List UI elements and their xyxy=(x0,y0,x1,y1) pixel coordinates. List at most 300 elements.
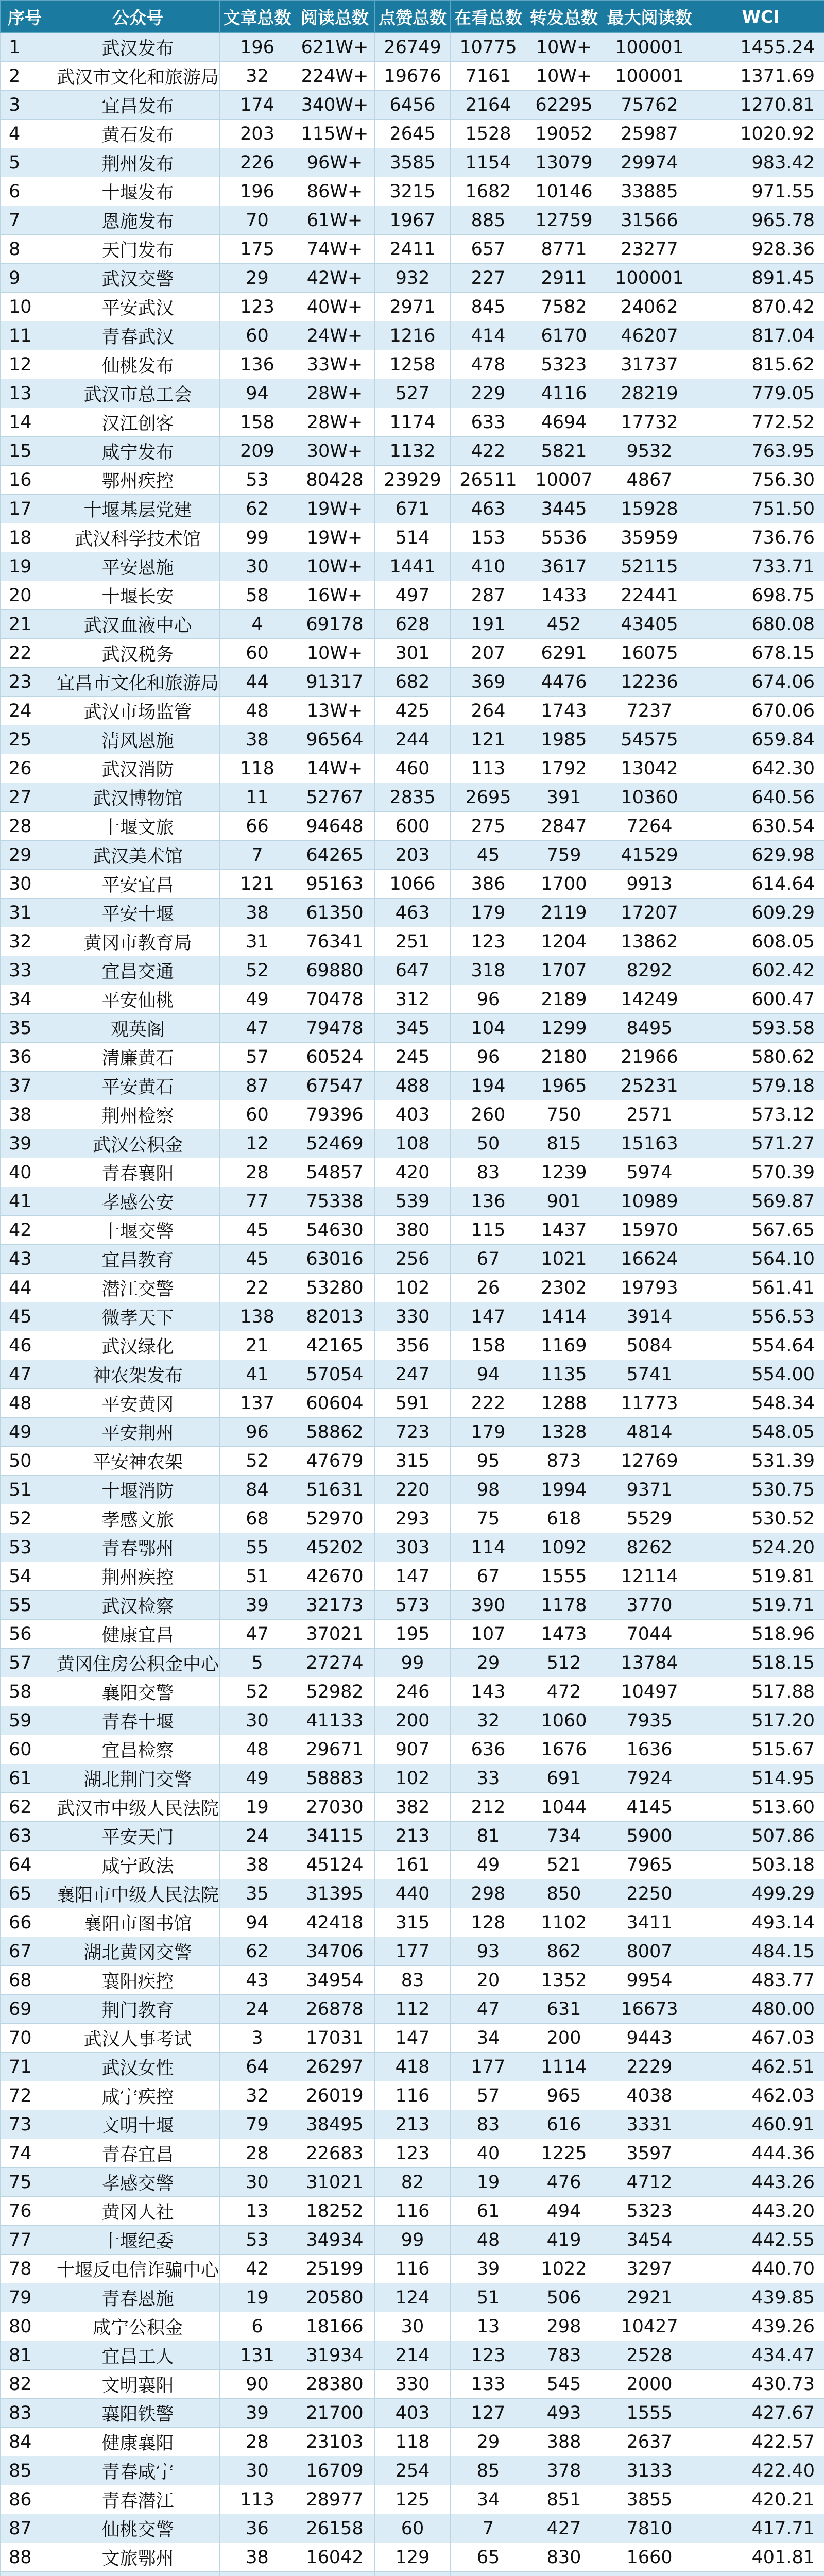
cell-account-name: 宜昌检察 xyxy=(56,1735,220,1764)
cell-wci: 564.10 xyxy=(697,1245,824,1274)
cell-total-likes: 1174 xyxy=(375,408,451,437)
cell-rank: 85 xyxy=(1,2456,56,2485)
cell-rank: 43 xyxy=(1,1245,56,1274)
cell-rank: 12 xyxy=(1,350,56,379)
cell-account-name: 襄阳市图书馆 xyxy=(56,1908,220,1937)
cell-rank: 35 xyxy=(1,1014,56,1043)
cell-rank: 54 xyxy=(1,1562,56,1591)
cell-max-reads: 11773 xyxy=(602,1389,697,1418)
cell-total-likes xyxy=(375,2572,451,2576)
cell-max-reads: 13862 xyxy=(602,927,697,956)
cell-total-likes: 116 xyxy=(375,2197,451,2226)
cell-total-reads: 29671 xyxy=(295,1735,375,1764)
cell-total-likes: 99 xyxy=(375,1649,451,1677)
cell-account-name: 宜昌市文化和旅游局 xyxy=(56,668,220,697)
cell-total-likes: 293 xyxy=(375,1504,451,1533)
cell-article-count: 30 xyxy=(220,2456,295,2485)
cell-total-reads: 19W+ xyxy=(295,495,375,523)
cell-total-shares: 4694 xyxy=(526,408,602,437)
cell-total-reads: 47679 xyxy=(295,1447,375,1476)
cell-account-name: 武汉血液中心 xyxy=(56,610,220,639)
cell-total-likes: 1066 xyxy=(375,870,451,899)
cell-total-wows: 19 xyxy=(451,2168,526,2197)
cell-account-name: 平安神农架 xyxy=(56,1447,220,1476)
cell-total-reads: 18252 xyxy=(295,2197,375,2226)
cell-wci: 593.58 xyxy=(697,1014,824,1043)
cell-total-reads: 19W+ xyxy=(295,523,375,552)
table-row xyxy=(1,2341,824,2370)
cell-total-shares: 5821 xyxy=(526,437,602,466)
table-row xyxy=(1,725,824,754)
cell-max-reads: 2000 xyxy=(602,2370,697,2399)
table-row xyxy=(1,2428,824,2456)
cell-account-name: 健康宜昌 xyxy=(56,1620,220,1649)
cell-total-reads: 224W+ xyxy=(295,62,375,91)
cell-wci: 1020.92 xyxy=(697,120,824,148)
cell-total-likes: 303 xyxy=(375,1533,451,1562)
cell-wci: 548.05 xyxy=(697,1418,824,1447)
cell-total-likes: 315 xyxy=(375,1908,451,1937)
cell-wci: 756.30 xyxy=(697,466,824,495)
cell-total-shares: 12759 xyxy=(526,206,602,235)
cell-article-count: 60 xyxy=(220,639,295,668)
cell-max-reads: 4712 xyxy=(602,2168,697,2197)
cell-article-count: 22 xyxy=(220,1274,295,1302)
cell-account-name: 武汉科学技术馆 xyxy=(56,523,220,552)
cell-wci: 602.42 xyxy=(697,956,824,985)
cell-max-reads: 22441 xyxy=(602,581,697,610)
cell-article-count: 49 xyxy=(220,985,295,1014)
cell-total-reads: 52982 xyxy=(295,1677,375,1706)
cell-article-count: 131 xyxy=(220,2341,295,2370)
cell-wci: 579.18 xyxy=(697,1072,824,1100)
table-row xyxy=(1,2110,824,2139)
cell-total-likes: 220 xyxy=(375,1476,451,1504)
cell-article-count: 51 xyxy=(220,1562,295,1591)
table-row xyxy=(1,552,824,581)
cell-total-reads: 26158 xyxy=(295,2514,375,2543)
cell-max-reads: 75762 xyxy=(602,91,697,120)
cell-total-wows: 369 xyxy=(451,668,526,697)
cell-total-shares: 512 xyxy=(526,1649,602,1677)
cell-account-name: 武汉税务 xyxy=(56,639,220,668)
cell-total-shares: 750 xyxy=(526,1100,602,1129)
cell-total-wows: 2164 xyxy=(451,91,526,120)
cell-total-wows: 133 xyxy=(451,2370,526,2399)
cell-total-wows: 179 xyxy=(451,1418,526,1447)
cell-total-likes: 30 xyxy=(375,2312,451,2341)
cell-wci: 751.50 xyxy=(697,495,824,523)
cell-wci: 573.12 xyxy=(697,1100,824,1129)
cell-article-count: 19 xyxy=(220,1793,295,1822)
cell-article-count: 5 xyxy=(220,1649,295,1677)
cell-account-name: 武汉检察 xyxy=(56,1591,220,1620)
cell-total-shares: 10007 xyxy=(526,466,602,495)
cell-rank: 72 xyxy=(1,2081,56,2110)
cell-article-count: 66 xyxy=(220,812,295,841)
cell-rank: 13 xyxy=(1,379,56,408)
cell-total-reads: 31021 xyxy=(295,2168,375,2197)
cell-account-name: 咸宁发布 xyxy=(56,437,220,466)
cell-rank: 33 xyxy=(1,956,56,985)
cell-rank: 63 xyxy=(1,1822,56,1851)
cell-total-wows: 207 xyxy=(451,639,526,668)
cell-total-shares: 2847 xyxy=(526,812,602,841)
cell-total-likes: 195 xyxy=(375,1620,451,1649)
cell-rank: 64 xyxy=(1,1851,56,1879)
cell-article-count: 96 xyxy=(220,1418,295,1447)
cell-wci: 503.18 xyxy=(697,1851,824,1879)
cell-wci: 870.42 xyxy=(697,293,824,321)
cell-article-count: 77 xyxy=(220,1187,295,1216)
cell-total-likes: 254 xyxy=(375,2456,451,2485)
cell-max-reads: 5529 xyxy=(602,1504,697,1533)
header-total-shares: 转发总数 xyxy=(526,1,602,33)
cell-max-reads: 16673 xyxy=(602,1995,697,2024)
cell-total-reads: 16709 xyxy=(295,2456,375,2485)
table-row xyxy=(1,2370,824,2399)
cell-total-wows: 81 xyxy=(451,1822,526,1851)
cell-rank: 58 xyxy=(1,1677,56,1706)
cell-account-name: 武汉市中级人民法院 xyxy=(56,1793,220,1822)
cell-total-wows: 75 xyxy=(451,1504,526,1533)
cell-max-reads: 8292 xyxy=(602,956,697,985)
table-row xyxy=(1,1129,824,1158)
cell-max-reads: 4038 xyxy=(602,2081,697,2110)
table-row xyxy=(1,1447,824,1476)
cell-total-likes: 356 xyxy=(375,1331,451,1360)
cell-account-name: 平安天门 xyxy=(56,1822,220,1851)
cell-account-name: 孝感文旅 xyxy=(56,1504,220,1533)
table-row xyxy=(1,264,824,293)
cell-article-count: 48 xyxy=(220,697,295,725)
cell-total-reads: 32173 xyxy=(295,1591,375,1620)
table-row xyxy=(1,2081,824,2110)
cell-rank: 67 xyxy=(1,1937,56,1966)
table-row xyxy=(1,235,824,264)
cell-total-wows: 287 xyxy=(451,581,526,610)
cell-total-likes: 1132 xyxy=(375,437,451,466)
cell-max-reads: 9443 xyxy=(602,2024,697,2053)
cell-wci: 779.05 xyxy=(697,379,824,408)
cell-total-shares xyxy=(526,2572,602,2576)
cell-account-name: 宜昌工人 xyxy=(56,2341,220,2370)
cell-account-name: 十堰反电信诈骗中心 xyxy=(56,2255,220,2283)
cell-total-shares: 1707 xyxy=(526,956,602,985)
cell-wci: 530.75 xyxy=(697,1476,824,1504)
cell-article-count: 6 xyxy=(220,2312,295,2341)
table-row xyxy=(1,1995,824,2024)
cell-total-shares: 3445 xyxy=(526,495,602,523)
cell-rank: 65 xyxy=(1,1879,56,1908)
cell-total-shares: 1965 xyxy=(526,1072,602,1100)
cell-total-wows: 65 xyxy=(451,2543,526,2572)
cell-total-wows: 123 xyxy=(451,2341,526,2370)
cell-total-likes: 26749 xyxy=(375,33,451,62)
cell-rank: 69 xyxy=(1,1995,56,2024)
cell-article-count: 113 xyxy=(220,2485,295,2514)
cell-rank: 34 xyxy=(1,985,56,1014)
cell-wci: 600.47 xyxy=(697,985,824,1014)
cell-wci: 614.64 xyxy=(697,870,824,899)
cell-wci: 422.57 xyxy=(697,2428,824,2456)
cell-article-count: 68 xyxy=(220,1504,295,1533)
cell-total-reads: 80428 xyxy=(295,466,375,495)
cell-total-likes: 245 xyxy=(375,1043,451,1072)
cell-total-likes: 301 xyxy=(375,639,451,668)
cell-total-wows: 386 xyxy=(451,870,526,899)
cell-account-name: 襄阳铁警 xyxy=(56,2399,220,2428)
cell-max-reads: 25987 xyxy=(602,120,697,148)
cell-total-reads: 61350 xyxy=(295,899,375,927)
cell-wci: 642.30 xyxy=(697,754,824,783)
cell-rank: 20 xyxy=(1,581,56,610)
cell-rank: 36 xyxy=(1,1043,56,1072)
cell-total-shares: 62295 xyxy=(526,91,602,120)
table-row xyxy=(1,2226,824,2255)
table-row xyxy=(1,1706,824,1735)
table-row xyxy=(1,754,824,783)
cell-max-reads: 7924 xyxy=(602,1764,697,1793)
cell-total-shares: 965 xyxy=(526,2081,602,2110)
cell-total-wows: 94 xyxy=(451,1360,526,1389)
cell-total-wows: 636 xyxy=(451,1735,526,1764)
cell-account-name: 潜江交警 xyxy=(56,1274,220,1302)
cell-total-shares: 862 xyxy=(526,1937,602,1966)
cell-total-shares: 783 xyxy=(526,2341,602,2370)
cell-article-count: 175 xyxy=(220,235,295,264)
cell-rank: 30 xyxy=(1,870,56,899)
header-total-wows: 在看总数 xyxy=(451,1,526,33)
cell-wci: 629.98 xyxy=(697,841,824,870)
cell-account-name: 十堰交警 xyxy=(56,1216,220,1245)
cell-total-reads: 96564 xyxy=(295,725,375,754)
cell-article-count: 32 xyxy=(220,2081,295,2110)
cell-max-reads: 7965 xyxy=(602,1851,697,1879)
cell-wci: 519.71 xyxy=(697,1591,824,1620)
cell-rank: 60 xyxy=(1,1735,56,1764)
cell-total-wows: 33 xyxy=(451,1764,526,1793)
table-row xyxy=(1,1793,824,1822)
cell-article-count: 30 xyxy=(220,2168,295,2197)
cell-account-name: 平安荆州 xyxy=(56,1418,220,1447)
cell-total-shares: 2180 xyxy=(526,1043,602,1072)
cell-article-count: 30 xyxy=(220,1706,295,1735)
cell-total-reads: 34115 xyxy=(295,1822,375,1851)
table-row xyxy=(1,1014,824,1043)
cell-total-wows: 478 xyxy=(451,350,526,379)
cell-total-likes: 147 xyxy=(375,2024,451,2053)
cell-total-shares: 1239 xyxy=(526,1158,602,1187)
cell-max-reads: 25231 xyxy=(602,1072,697,1100)
cell-account-name: 武汉市总工会 xyxy=(56,379,220,408)
cell-total-likes: 2835 xyxy=(375,783,451,812)
cell-total-shares: 1473 xyxy=(526,1620,602,1649)
table-row xyxy=(1,1764,824,1793)
cell-account-name: 荆州发布 xyxy=(56,148,220,177)
cell-total-likes: 247 xyxy=(375,1360,451,1389)
table-row xyxy=(1,1216,824,1245)
table-row xyxy=(1,1822,824,1851)
cell-max-reads: 4867 xyxy=(602,466,697,495)
cell-rank: 49 xyxy=(1,1418,56,1447)
cell-total-likes: 1216 xyxy=(375,321,451,350)
cell-total-reads: 76341 xyxy=(295,927,375,956)
cell-account-name: 十堰发布 xyxy=(56,177,220,206)
cell-account-name: 仙桃发布 xyxy=(56,350,220,379)
cell-total-reads: 69178 xyxy=(295,610,375,639)
cell-max-reads: 16075 xyxy=(602,639,697,668)
cell-total-shares: 759 xyxy=(526,841,602,870)
cell-total-shares: 419 xyxy=(526,2226,602,2255)
cell-wci: 442.55 xyxy=(697,2226,824,2255)
cell-wci: 1455.24 xyxy=(697,33,824,62)
cell-total-likes: 82 xyxy=(375,2168,451,2197)
cell-article-count: 44 xyxy=(220,668,295,697)
cell-rank: 29 xyxy=(1,841,56,870)
cell-total-wows: 95 xyxy=(451,1447,526,1476)
cell-total-reads: 79396 xyxy=(295,1100,375,1129)
cell-total-wows xyxy=(451,2572,526,2576)
cell-max-reads: 16624 xyxy=(602,1245,697,1274)
table-row xyxy=(1,841,824,870)
cell-total-shares: 1022 xyxy=(526,2255,602,2283)
table-row xyxy=(1,177,824,206)
table-row xyxy=(1,1100,824,1129)
cell-total-shares: 1792 xyxy=(526,754,602,783)
cell-total-shares: 1044 xyxy=(526,1793,602,1822)
cell-total-reads: 16042 xyxy=(295,2543,375,2572)
cell-total-wows: 885 xyxy=(451,206,526,235)
cell-rank: 74 xyxy=(1,2139,56,2168)
table-row xyxy=(1,639,824,668)
cell-article-count: 4 xyxy=(220,610,295,639)
table-row xyxy=(1,2312,824,2341)
header-max-reads: 最大阅读数 xyxy=(602,1,697,33)
cell-total-likes: 118 xyxy=(375,2428,451,2456)
cell-total-reads: 23103 xyxy=(295,2428,375,2456)
cell-wci: 608.05 xyxy=(697,927,824,956)
cell-total-likes: 19676 xyxy=(375,62,451,91)
cell-total-wows: 114 xyxy=(451,1533,526,1562)
cell-total-likes: 315 xyxy=(375,1447,451,1476)
cell-account-name: 清廉黄石 xyxy=(56,1043,220,1072)
cell-total-reads: 54630 xyxy=(295,1216,375,1245)
cell-article-count: 31 xyxy=(220,927,295,956)
cell-total-reads: 45202 xyxy=(295,1533,375,1562)
cell-wci: 519.81 xyxy=(697,1562,824,1591)
cell-rank: 5 xyxy=(1,148,56,177)
cell-rank: 14 xyxy=(1,408,56,437)
cell-wci: 554.64 xyxy=(697,1331,824,1360)
cell-total-shares: 1060 xyxy=(526,1706,602,1735)
cell-article-count: 121 xyxy=(220,870,295,899)
cell-account-name: 武汉公积金 xyxy=(56,1129,220,1158)
cell-total-shares: 618 xyxy=(526,1504,602,1533)
table-row xyxy=(1,1851,824,1879)
cell-total-shares: 1169 xyxy=(526,1331,602,1360)
table-row xyxy=(1,1072,824,1100)
cell-wci: 439.26 xyxy=(697,2312,824,2341)
cell-wci: 524.20 xyxy=(697,1533,824,1562)
cell-max-reads: 4814 xyxy=(602,1418,697,1447)
cell-max-reads: 7044 xyxy=(602,1620,697,1649)
table-row xyxy=(1,985,824,1014)
cell-account-name xyxy=(56,2572,220,2576)
cell-account-name: 武汉女性 xyxy=(56,2053,220,2081)
cell-max-reads: 2229 xyxy=(602,2053,697,2081)
cell-total-wows: 318 xyxy=(451,956,526,985)
cell-account-name: 微孝天下 xyxy=(56,1302,220,1331)
cell-total-reads: 26297 xyxy=(295,2053,375,2081)
cell-rank: 21 xyxy=(1,610,56,639)
cell-article-count: 43 xyxy=(220,1966,295,1995)
cell-max-reads: 10360 xyxy=(602,783,697,812)
table-row xyxy=(1,2053,824,2081)
cell-max-reads: 46207 xyxy=(602,321,697,350)
cell-total-wows: 67 xyxy=(451,1245,526,1274)
cell-account-name: 襄阳交警 xyxy=(56,1677,220,1706)
cell-max-reads: 17732 xyxy=(602,408,697,437)
cell-article-count: 64 xyxy=(220,2053,295,2081)
cell-rank: 3 xyxy=(1,91,56,120)
table-row xyxy=(1,206,824,235)
cell-total-reads: 33W+ xyxy=(295,350,375,379)
cell-article-count: 60 xyxy=(220,321,295,350)
cell-account-name: 黄冈人社 xyxy=(56,2197,220,2226)
cell-article-count: 38 xyxy=(220,725,295,754)
cell-max-reads: 7264 xyxy=(602,812,697,841)
cell-wci: 609.29 xyxy=(697,899,824,927)
cell-total-wows: 194 xyxy=(451,1072,526,1100)
cell-total-likes: 203 xyxy=(375,841,451,870)
cell-max-reads: 12769 xyxy=(602,1447,697,1476)
cell-total-likes: 6456 xyxy=(375,91,451,120)
cell-wci: 401.81 xyxy=(697,2543,824,2572)
table-row xyxy=(1,91,824,120)
cell-max-reads: 1555 xyxy=(602,2399,697,2428)
cell-max-reads: 10497 xyxy=(602,1677,697,1706)
cell-article-count: 79 xyxy=(220,2110,295,2139)
table-row xyxy=(1,1937,824,1966)
cell-total-reads: 42418 xyxy=(295,1908,375,1937)
cell-total-reads: 16W+ xyxy=(295,581,375,610)
cell-wci: 1371.69 xyxy=(697,62,824,91)
cell-account-name: 武汉市文化和旅游局 xyxy=(56,62,220,91)
table-row xyxy=(1,466,824,495)
cell-wci: 518.15 xyxy=(697,1649,824,1677)
cell-total-reads: 28W+ xyxy=(295,379,375,408)
cell-max-reads: 2528 xyxy=(602,2341,697,2370)
table-row xyxy=(1,2399,824,2428)
cell-total-reads: 74W+ xyxy=(295,235,375,264)
cell-rank: 81 xyxy=(1,2341,56,2370)
table-row xyxy=(1,668,824,697)
cell-total-reads: 28977 xyxy=(295,2485,375,2514)
cell-total-reads: 34954 xyxy=(295,1966,375,1995)
cell-total-likes: 112 xyxy=(375,1995,451,2024)
cell-total-reads: 60604 xyxy=(295,1389,375,1418)
cell-total-wows: 57 xyxy=(451,2081,526,2110)
cell-max-reads: 9532 xyxy=(602,437,697,466)
cell-total-wows: 13 xyxy=(451,2312,526,2341)
cell-total-reads: 13W+ xyxy=(295,697,375,725)
cell-total-shares: 4476 xyxy=(526,668,602,697)
cell-wci: 531.39 xyxy=(697,1447,824,1476)
cell-total-reads: 82013 xyxy=(295,1302,375,1331)
cell-total-reads: 52469 xyxy=(295,1129,375,1158)
cell-wci: 571.27 xyxy=(697,1129,824,1158)
